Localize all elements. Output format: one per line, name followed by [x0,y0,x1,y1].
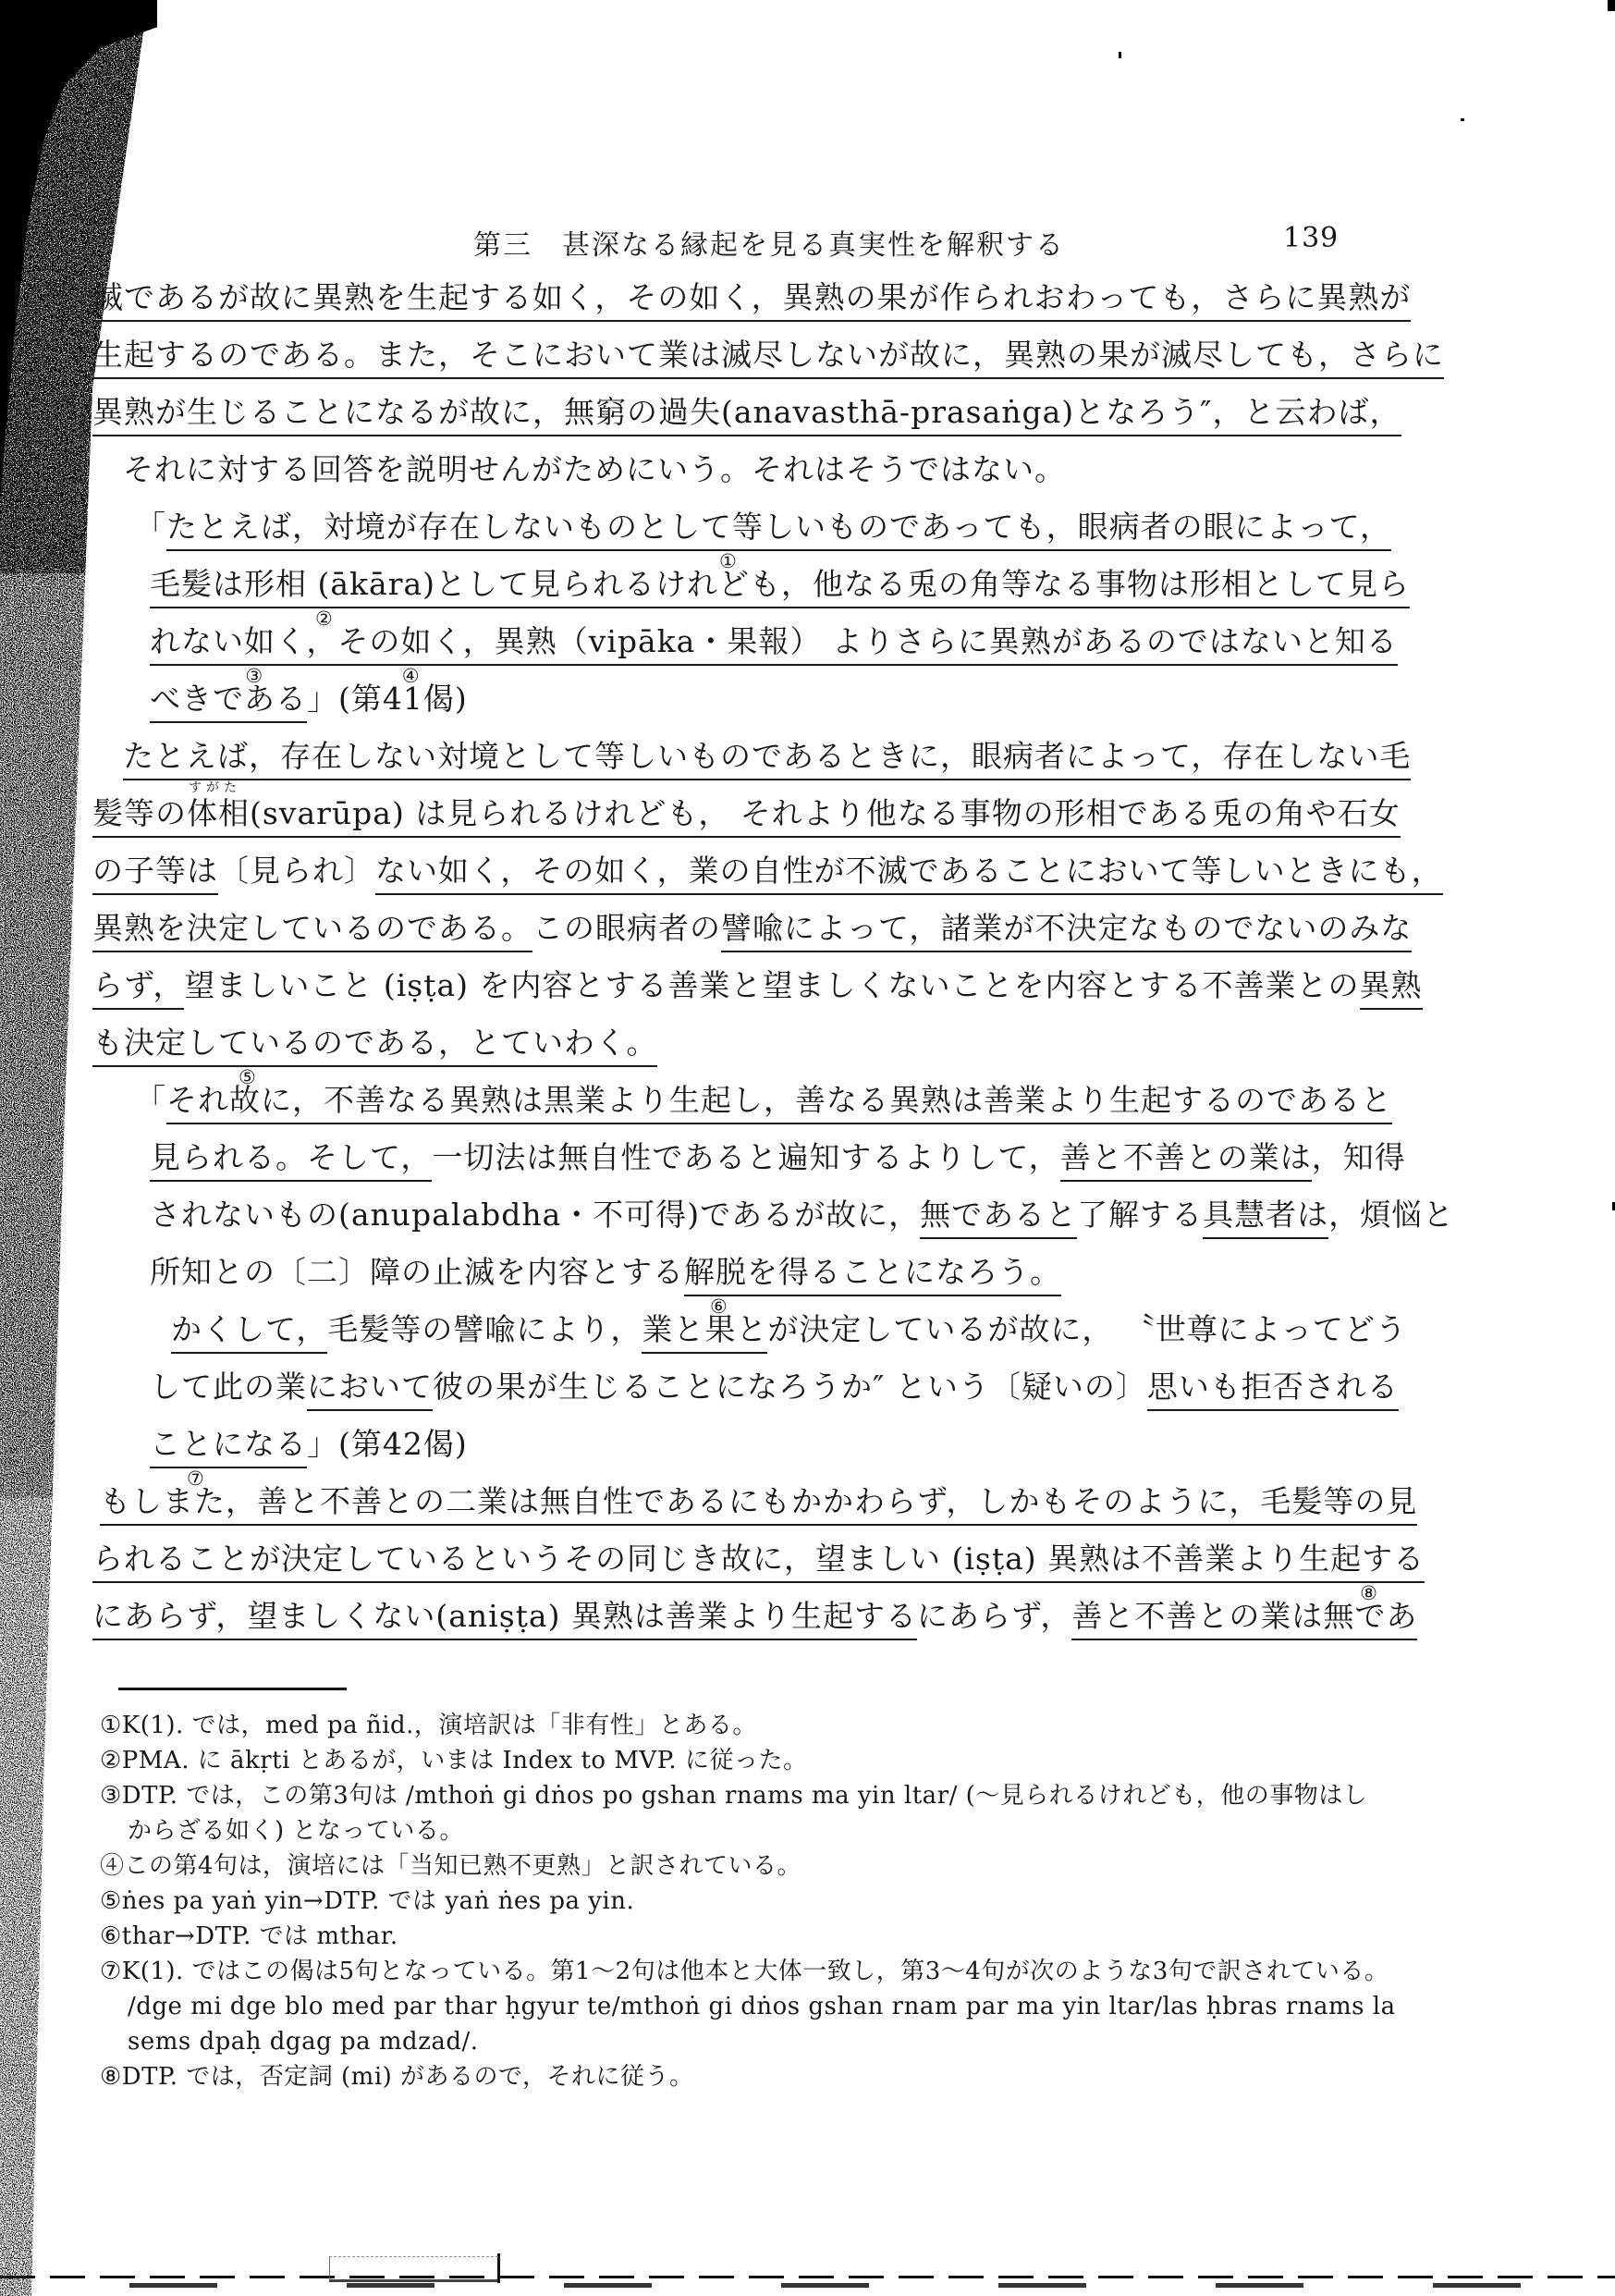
footnote-line: ⑦K(1). ではこの偈は5句となっている。第1～2句は他本と大体一致し，第3～4句が次のような3句で訳されている。 [100,1958,1389,1985]
body-line: られることが決定しているというその同じき故に，望ましい (iṣṭa) 異熟は不善業より生起する ⑧ [92,1541,1425,1604]
body-line [123,451,1066,492]
body-line [92,855,1443,895]
body-line: も決定している ⑤ のである，とていわく。 [92,1025,658,1088]
scan-artifact-top-right [1608,0,1615,11]
text-segment: 〔見られ〕 [218,853,375,889]
text-segment: もしまた，善と不善との二業は無自性であるにもかかわらず，しかもそのように，毛髪等の見 [100,1486,1417,1526]
text-segment: が決定しているが故に， 〝世尊によってどう [767,1311,1407,1347]
text-segment: ，煩悩と [1328,1197,1455,1233]
scan-artifact-bottom-line2 [0,2283,1615,2288]
body-line [150,683,468,723]
text-segment: 望ましいこと (iṣṭa) を内容とする善業と望ましくないことを内容とする不善業との [184,967,1360,1003]
text-segment: 異熟を決定しているのである。 [92,913,532,952]
body-line: 所知との〔二〕障の止滅を内容とする解脱 ⑥ を得ることになろう。 [150,1254,1061,1318]
footnote-line: sems dpaḥ dgag pa mdzad/. [128,2028,479,2056]
text-segment: 髪等の [92,798,187,838]
footnote-line: からざる如く) となっている。 [128,1817,464,1845]
footnote-line: ⑤ṅes pa yaṅ yin→DTP. では yaṅ ṅes pa yin. [100,1887,635,1915]
body-line: 毛髪は形相 (ākāra) ② として見られるけれども，他なる兎の角等なる事物は形相として見ら [150,566,1411,630]
text-segment: 生起するのである。また，そこにおいて業は滅尽しないが故に，異熟の果が滅尽しても，さらに [92,339,1444,379]
text-segment: 所知との〔二〕障の止滅を内容とする [150,1254,684,1290]
text-segment: 望ましくない(aniṣṭa) 異熟は善業より生起する [247,1601,917,1640]
text-segment: れない如く， [150,626,337,666]
text-segment: して此の業 [150,1369,307,1405]
text-segment: ，知得 [1311,1139,1406,1175]
text-segment: されないもの(anupalabdha・不可得)であるが故に， [150,1197,921,1233]
text-segment: ない如く，その如く，業の自性が不滅であることにおいて等しいときにも， [375,855,1443,895]
footnote-line: ②PMA. に ākṛti とあるが，いまは Index to MVP. に従った。 [100,1747,808,1774]
text-segment: として見られるけれども，他なる兎の角等なる事物は形相として見ら [435,569,1410,608]
text-segment: べきである [150,683,307,723]
chapter-heading: 第三 甚深なる縁起を見る真実性を解釈する [473,229,1065,262]
text-segment: 」(第41偈) [307,681,468,717]
footnote-separator [118,1688,347,1690]
text-segment: 善と不善との業は無であ [1071,1601,1417,1640]
text-segment: 譬喩によって，諸業が不決定なものでないのみな [721,913,1412,952]
text-segment: 解脱 [684,1257,747,1296]
text-segment: たとえば，対境が存在しないものとして [166,511,732,551]
text-segment: それに対する回答を説明せんがためにいう。それはそうではない。 [123,451,1066,487]
text-segment: それ故に，不善なる異熟は黒業より生起し，善なる異熟は善業より生起するのであると [166,1085,1392,1124]
footnote-line: ⑧DTP. では，否定詞 (mi) があるので，それに従う。 [100,2063,694,2091]
text-segment: かくして， [171,1314,327,1354]
footnote-line: ③DTP. では，この第3句は /mthoṅ gi dṅos po gshan rnams ma yin ltar/ (～見られるけれども，他の事物はし [100,1782,1368,1810]
text-segment: 思いも拒否される [1147,1371,1399,1411]
body-line [92,339,1444,379]
text-segment: の子等は [92,855,218,895]
text-segment: にあらず， [92,1601,247,1640]
scan-artifact-bottom-box [329,2256,498,2282]
body-line [100,1483,1418,1526]
body-line [92,910,1413,952]
text-segment: 具慧者は [1203,1199,1328,1239]
text-segment: 体相 すがた [187,798,250,838]
text-segment: 滅であるが故に異熟を生起する如く，その如く，異熟の果が作られおわっても，さらに異熟が [92,282,1411,322]
text-segment: その如く， [337,626,494,666]
text-segment: 無であると [920,1199,1077,1239]
text-segment: において [307,1371,433,1411]
body-line: 「たとえば，対境が存在しないものとして ① 等しいものであっても，眼病者の眼によって， [135,509,1392,572]
text-segment: らず， [92,970,184,1010]
page-number: 139 [1283,222,1340,254]
text-segment: 」(第42偈) [307,1426,468,1462]
body-line [150,1199,1454,1239]
footnote-line: ①K(1). では，med pa ñid.，演培訳は「非有性」とある。 [100,1712,757,1739]
text-segment: この眼病者の [532,910,721,946]
text-segment: 「 [135,509,166,545]
body-line: れない如く， ③ その如く， ④ 異熟（vipāka・果報） よりさらに異熟があるのではないと知る [150,623,1398,687]
text-segment: 異熟が生じることになるが故に， [92,397,564,436]
text-segment: 了解する [1077,1197,1204,1233]
text-segment: を得ることになろう。 [747,1257,1061,1296]
body-line [135,1082,1392,1124]
body-line [92,279,1412,322]
text-segment: 見られる。そして， [150,1142,432,1182]
text-segment: 業と果と [642,1314,767,1354]
text-segment: たとえば，存在しない対境として等しいものであるときに，眼病者によって，存在しない毛 [123,741,1411,780]
scan-artifact-bottom-line [0,2276,1615,2278]
furigana: すがた [189,780,241,795]
text-segment: にあらず， [916,1598,1072,1634]
text-segment: 「 [135,1082,166,1118]
text-segment: のである，とていわく。 [312,1027,657,1067]
text-segment: 無窮の過失(anavasthā-prasaṅga)となろう″，と云わば， [564,397,1401,436]
body-line [150,1371,1399,1411]
footnote-line: /dge mi dge blo med par thar ḥgyur te/mthoṅ gi dṅos gshan rnam par ma yin ltar/las ḥbras rnams la [128,1993,1396,2020]
text-segment: 異熟（vipāka・果報） よりさらに異熟があるのではないと知る [495,626,1398,666]
footnote-line: ④この第4句は，演培には「当知已熟不更熟」と訳されている。 [100,1852,802,1880]
text-segment: 毛髪等の譬喩により， [327,1311,642,1347]
body-line [92,780,1401,838]
body-line [171,1311,1407,1354]
text-segment: (svarūpa) は見られるけれども， それより他なる事物の形相である兎の角や石女 [250,798,1401,838]
text-segment: 異熟 [1360,970,1423,1010]
text-segment: られることが決定しているというその同じき故に，望ましい (iṣṭa) 異熟は不善業より生起する [92,1543,1425,1583]
text-segment: ことになる [150,1429,307,1468]
text-segment: 等しいものであっても，眼病者の眼によって， [732,511,1391,551]
text-segment: 彼の果が生じることになろうか″ という〔疑いの〕 [433,1369,1147,1405]
body-line [92,1598,1418,1640]
text-segment: も決定している [92,1027,312,1067]
body-line [150,1139,1406,1182]
body-line [123,738,1412,780]
body-line: ことになる ⑦ 」(第42偈) [150,1426,468,1490]
scan-speck [1461,118,1464,121]
text-segment: 一切法は無自性であると遍知するよりして， [432,1139,1060,1175]
body-line [92,394,1401,436]
scan-speck [1119,52,1121,58]
text-segment: 毛髪は形相 (ākāra) [150,569,435,608]
body-line [92,967,1423,1010]
text-segment: 善と不善との業は [1060,1142,1312,1182]
footnote-line: ⑥thar→DTP. では mthar. [100,1922,398,1950]
